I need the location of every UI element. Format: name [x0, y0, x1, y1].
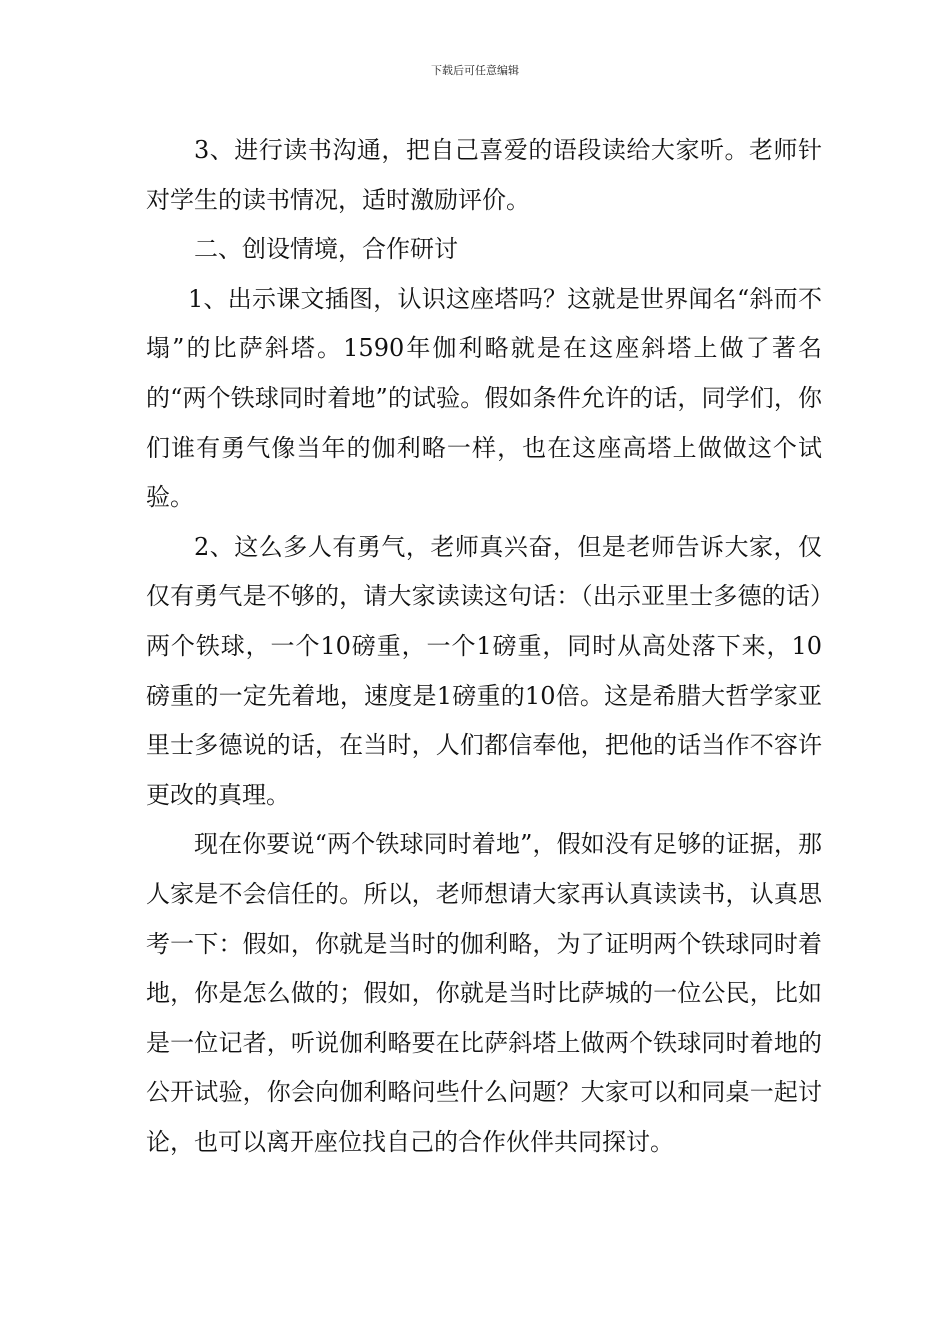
- document-body: [146, 126, 822, 1167]
- page-header: 下载后可任意编辑: [431, 64, 519, 77]
- section-heading-create-situation: 二、创设情境，合作研讨: [194, 235, 458, 264]
- paragraph-aristotle: 2、这么多人有勇气，老师真兴奋，但是老师告诉大家，仅仅有勇气是不够的，请大家读读这句话：（出示亚里士多德的话）两个铁球，一个10磅重，一个1磅重，同时从高处落下来，10磅重的一定先着地，速度是1磅重的10倍。这是希腊大哲学家亚里士多德说的话，在当时，人们都信奉他，把他的话当作不容许更改的真理。: [146, 532, 822, 809]
- paragraph-discussion: 现在你要说“两个铁球同时着地”，假如没有足够的证据，那人家是不会信任的。所以，老师想请大家再认真读读书，认真思考一下：假如，你就是当时的伽利略，为了证明两个铁球同时着地，你是怎么做的；假如，你就是当时比萨城的一位公民，比如是一位记者，听说伽利略要在比萨斜塔上做两个铁球同时着地的公开试验，你会向伽利略问些什么问题？大家可以和同桌一起讨论，也可以离开座位找自己的合作伙伴共同探讨。: [146, 830, 822, 1156]
- paragraph-leaning-tower: 1、出示课文插图，认识这座塔吗？这就是世界闻名“斜而不塌”的比萨斜塔。1590年伽利略就是在这座斜塔上做了著名的“两个铁球同时着地”的试验。假如条件允许的话，同学们，你们谁有勇气像当年的伽利略一样，也在这座高塔上做做这个试验。: [146, 284, 822, 512]
- paragraph-reading-exchange: 3、进行读书沟通，把自己喜爱的语段读给大家听。老师针对学生的读书情况，适时激励评价。: [146, 136, 822, 214]
